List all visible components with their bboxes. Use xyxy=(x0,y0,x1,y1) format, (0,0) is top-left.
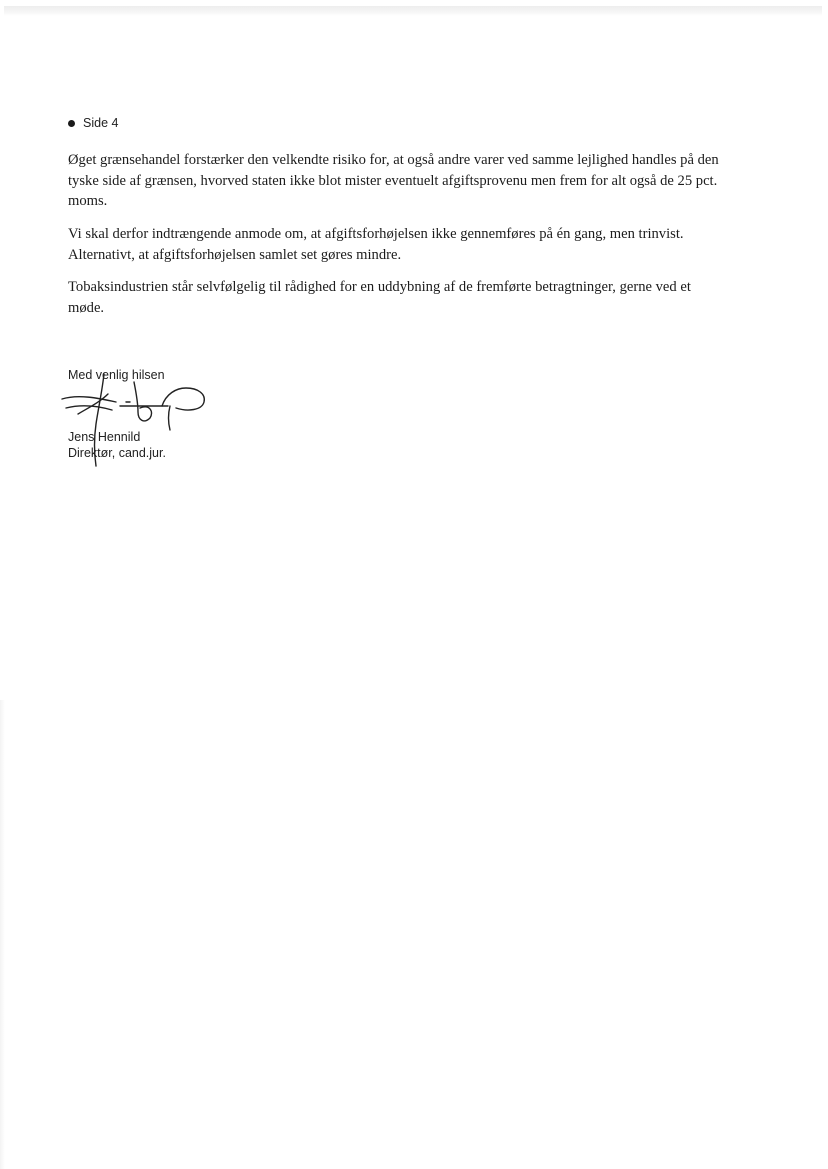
signer-title: Direktør, cand.jur. xyxy=(68,446,166,460)
paragraph-meeting-offer: Tobaksindustrien står selvfølgelig til rådighed for en uddybning af de fremførte betragtninger, gerne ved et møde. xyxy=(68,279,691,316)
page-number xyxy=(68,116,118,130)
page-number-label: Side 4 xyxy=(83,116,119,130)
closing-greeting: Med venlig hilsen xyxy=(68,368,165,382)
paragraph-gradual-increase-request: Vi skal derfor indtrængende anmode om, at afgiftsforhøjelsen ikke gennemføres på én gang, men trinvist. Alternativt, at afgiftsforhøjelsen samlet set gøres mindre. xyxy=(68,226,684,263)
signer-name: Jens Hennild xyxy=(68,430,141,444)
scan-left-edge xyxy=(0,700,5,1169)
bullet-icon xyxy=(68,120,75,127)
paragraph-cross-border-trade: Øget grænsehandel forstærker den velkendte risiko for, at også andre varer ved samme lejlighed handles på den tyske side af grænsen, hvorved staten ikke blot mister eventuelt afgiftsprovenu men frem for alt også de 25 pct. moms. xyxy=(68,152,719,209)
scan-top-edge xyxy=(4,6,822,16)
